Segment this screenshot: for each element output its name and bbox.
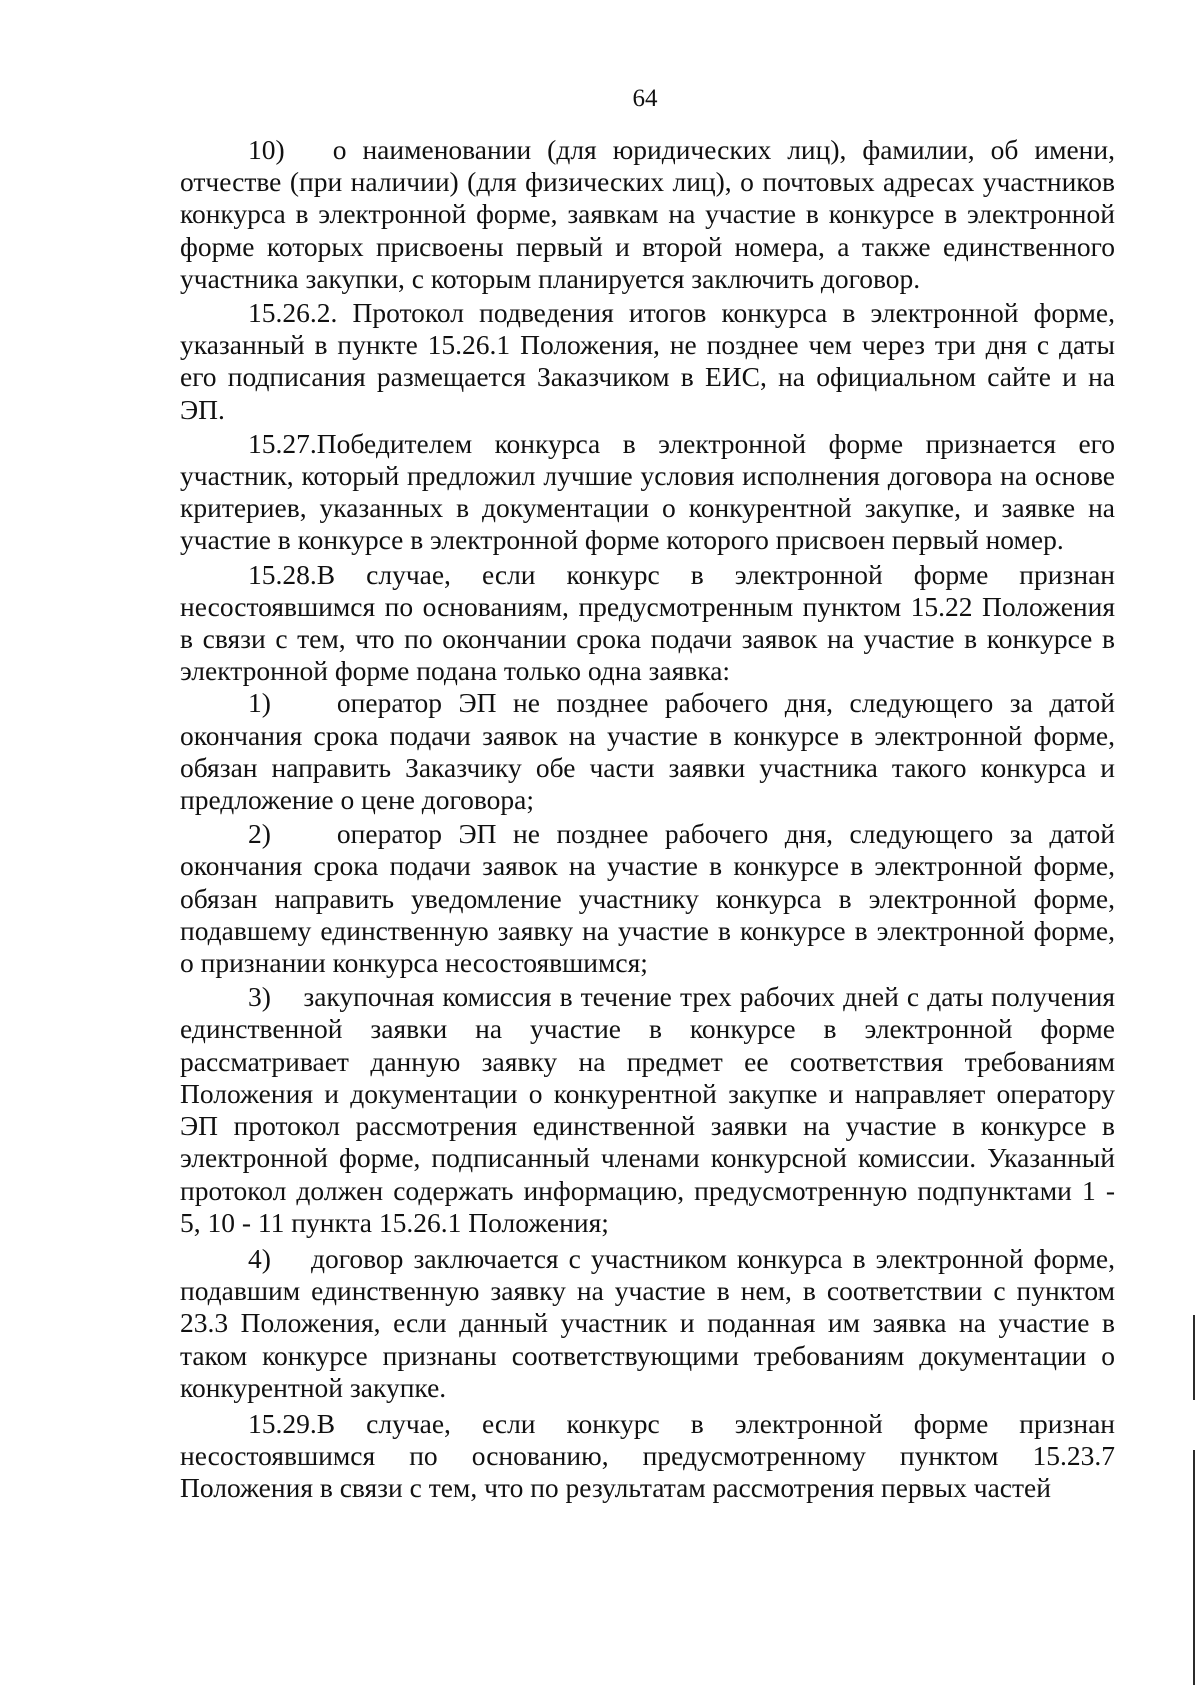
document-body xyxy=(180,134,1115,1505)
paragraph-15-29: 15.29.В случае, если конкурс в электронной форме признан несостоявшимся по основанию, предусмотренному пунктом 15.23.7 Положения в связи с тем, что по результатам рассмотрения первых частей xyxy=(180,1407,1115,1504)
paragraph-15-27: 15.27.Победителем конкурса в электронной форме признается его участник, который предложил лучшие условия исполнения договора на основе критериев, указанных в документации о конкурентной закупке, и заявке на участие в конкурсе в электронной форме которого присвоен первый номер. xyxy=(180,427,1115,556)
paragraph-item-3: 3) закупочная комиссия в течение трех рабочих дней с даты получения единственной заявки на участие в конкурсе в электронной форме рассматривает данную заявку на предмет ее соответствия требованиям Положения и документации о конкурентной закупке и направляет оператору ЭП протокол рассмотрения единственной заявки на участие в конкурсе в электронной форме, подписанный членами конкурсной комиссии. Указанный протокол должен содержать информацию, предусмотренную подпунктами 1 - 5, 10 - 11 пункта 15.26.1 Положения; xyxy=(180,981,1115,1238)
page-number: 64 xyxy=(632,85,658,112)
paragraph-item-4: 4) договор заключается с участником конкурса в электронной форме, подавшим единственную заявку на участие в нем, в соответствии с пунктом 23.3 Положения, если данный участник и поданная им заявка на участие в таком конкурсе признаны соответствующими требованиям документации о конкурентной закупке. xyxy=(180,1242,1115,1403)
paragraph-item-1: 1) оператор ЭП не позднее рабочего дня, следующего за датой окончания срока подачи заявок на участие в конкурсе в электронной форме, обязан направить Заказчику обе части заявки участника такого конкурса и предложение о цене договора; xyxy=(180,687,1115,816)
paragraph-item-10: 10) о наименовании (для юридических лиц), фамилии, об имени, отчестве (при наличии) (для физических лиц), о почтовых адресах участников конкурса в электронной форме, заявкам на участие в конкурсе в электронной форме которых присвоены первый и второй номера, а также единственного участника закупки, с которым планируется заключить договор. xyxy=(180,134,1115,294)
paragraph-15-28: 15.28.В случае, если конкурс в электронной форме признан несостоявшимся по основаниям, предусмотренным пунктом 15.22 Положения в связи с тем, что по окончании срока подачи заявок на участие в конкурсе в электронной форме подана только одна заявка: xyxy=(180,558,1115,687)
paragraph-item-2: 2) оператор ЭП не позднее рабочего дня, следующего за датой окончания срока подачи заявок на участие в конкурсе в электронной форме, обязан направить уведомление участнику конкурса в электронной форме, подавшему единственную заявку на участие в конкурсе в электронной форме, о признании конкурса несостоявшимся; xyxy=(180,818,1115,979)
scan-edge-line-lower xyxy=(1193,1450,1195,1685)
paragraph-15-26-2: 15.26.2. Протокол подведения итогов конкурса в электронной форме, указанный в пункте 15.26.1 Положения, не позднее чем через три дня с даты его подписания размещается Заказчиком в ЕИС, на официальном сайте и на ЭП. xyxy=(180,297,1115,425)
scan-edge-line-upper xyxy=(1193,1315,1195,1400)
